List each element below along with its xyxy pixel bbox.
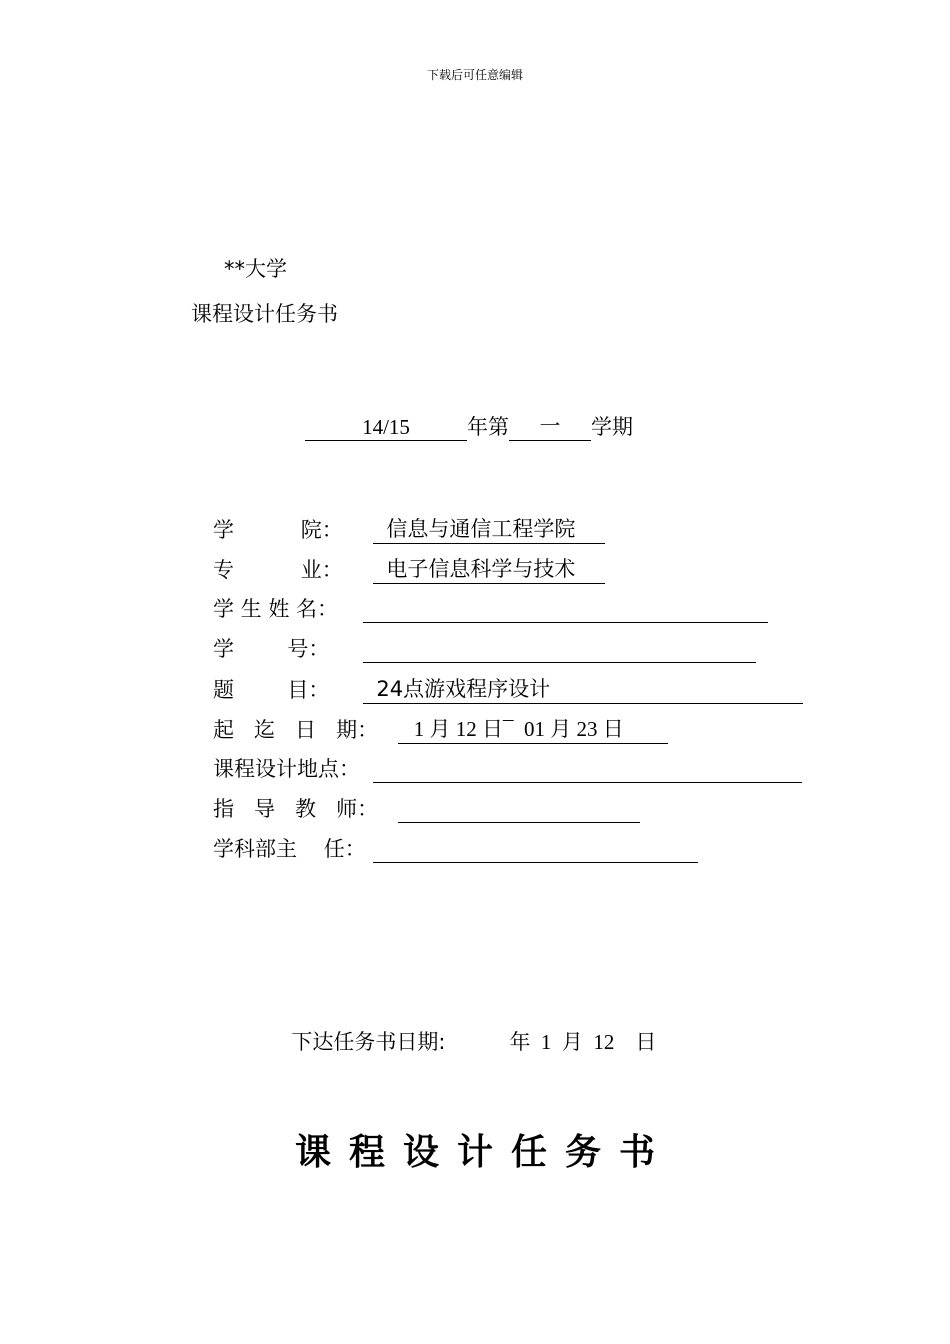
section-title: 课程设计任务书 [294, 1132, 673, 1173]
term-year-suffix: 年第 [467, 415, 509, 439]
term-line [305, 410, 633, 440]
field-label: 学科部主 任： [213, 837, 366, 861]
field-value: 24点游戏程序设计 [363, 673, 803, 704]
issue-date-line [278, 1002, 656, 1056]
field-label: 指 导 教 师： [213, 797, 379, 821]
term-semester: 一 [509, 410, 591, 441]
field-director [213, 833, 698, 863]
field-value [373, 862, 698, 863]
field-student-name [213, 593, 768, 623]
field-advisor [213, 793, 640, 823]
field-label: 课程设计地点： [213, 757, 360, 781]
issue-date-label: 下达任务书日期: [291, 1030, 446, 1054]
field-dates [213, 713, 668, 743]
field-topic [213, 673, 803, 703]
field-label: 起 迄 日 期： [213, 718, 379, 742]
field-student-id [213, 633, 756, 663]
document-title: 课程设计任务书 [191, 302, 338, 326]
university-name: **大学 [224, 257, 287, 281]
field-value: 1 月 12 日¯ 01 月 23 日 [398, 713, 668, 744]
field-label: 学 院： [213, 518, 343, 542]
term-year: 14/15 [305, 415, 467, 441]
field-label: 专 业： [213, 558, 343, 582]
field-value [363, 662, 756, 663]
field-label: 学 号： [213, 637, 330, 661]
term-semester-suffix: 学期 [591, 415, 633, 439]
field-location [213, 753, 802, 783]
page-header-note: 下载后可任意编辑 [426, 68, 523, 82]
field-label: 学 生 姓 名： [213, 597, 339, 621]
field-major [213, 553, 605, 583]
field-value [398, 822, 640, 823]
field-college [213, 513, 605, 543]
field-value: 信息与通信工程学院 [373, 513, 605, 544]
field-value: 电子信息科学与技术 [373, 553, 605, 584]
issue-date-value: 年 1 月 12 日 [509, 1030, 657, 1054]
field-value [373, 782, 802, 783]
field-value [363, 622, 768, 623]
field-label: 题 目： [213, 678, 330, 702]
